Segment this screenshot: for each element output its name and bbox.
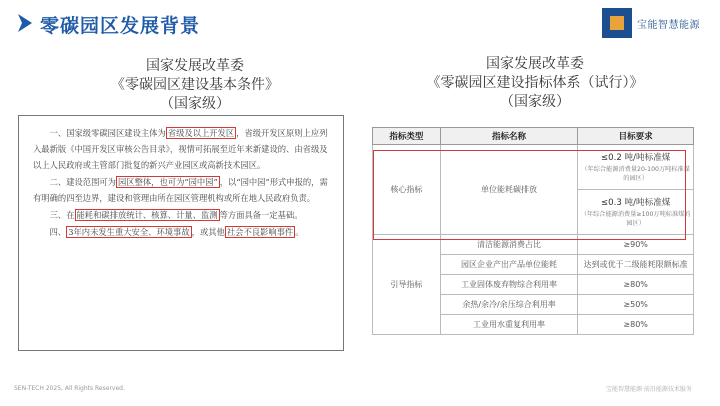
guide-indicator-type: 引导指标 [373, 235, 441, 335]
document-paragraph [33, 207, 333, 223]
company-logo-icon [602, 8, 632, 38]
right-caption-doc-title: 《零碳园区建设指标体系（试行）》 [426, 75, 644, 91]
core-target-note: （年综合能源消费量≥100万吨标准煤的园区） [580, 211, 691, 227]
guide-indicator-name: 园区企业产出产品单位能耗 [440, 255, 578, 275]
guide-target: ≥50% [578, 295, 694, 315]
table-row [373, 145, 694, 190]
document-body [33, 125, 333, 241]
core-indicator-name: 单位能耗碳排放 [440, 145, 578, 235]
paragraph-text: ，或其他 [191, 227, 225, 237]
left-caption-issuer: 国家发展改革委 [146, 58, 244, 74]
footer-tagline: 宝能智慧能源·前沿能源技术服务 [606, 386, 692, 393]
document-paragraph [33, 174, 333, 206]
company-logo-text: 宝能智慧能源 [637, 20, 700, 31]
paragraph-text: 三、在 [49, 210, 75, 220]
paragraph-text: ，以“园中园”形式申报的，需有明确的四至边界，建设和管理由所在园区管理机构或所在地人民政府负责。 [33, 177, 328, 203]
core-target-note: （年综合能源消费量20-100万吨标准煤的园区） [581, 166, 690, 182]
table-row [373, 235, 694, 255]
guide-target: ≥80% [578, 315, 694, 335]
basic-conditions-document [18, 115, 344, 351]
page-title: 零碳园区发展背景 [40, 15, 201, 37]
guide-target: ≥90% [578, 235, 694, 255]
highlighted-requirement: 能耗和碳排放统计、核算、计量、监测 [76, 210, 218, 220]
core-target-main: ≤0.2 吨/吨标准煤 [600, 153, 671, 163]
indicator-table-wrap [372, 127, 694, 345]
core-target-cell [578, 190, 694, 235]
header-indicator-name: 指标名称 [440, 128, 578, 145]
left-caption-level: （国家级） [160, 96, 230, 112]
paragraph-text: ，省级开发区原则上应列入最新版《中国开发区审核公告目录》，视情可拓展至近年来新建设的、由省级及以上人民政府或主管部门批复的新兴产业园区或高新技术园区。 [33, 128, 328, 170]
left-caption-doc-title: 《零碳园区建设基本条件》 [111, 77, 279, 93]
table-header-row [373, 128, 694, 145]
guide-indicator-name: 工业固体废弃物综合利用率 [440, 275, 578, 295]
guide-target: 达到或优于二级能耗限额标准 [578, 255, 694, 275]
right-caption [370, 55, 700, 112]
paragraph-text: 。 [295, 227, 304, 237]
core-indicator-type: 核心指标 [373, 145, 441, 235]
header-indicator-type: 指标类型 [373, 128, 441, 145]
guide-indicator-name: 余热/余冷/余压综合利用率 [440, 295, 578, 315]
chevron-right-icon [18, 14, 32, 32]
document-paragraph [33, 125, 333, 173]
right-caption-issuer: 国家发展改革委 [486, 56, 584, 72]
paragraph-text: 一、国家级零碳园区建设主体为 [49, 128, 166, 138]
copyright-footer: SEN-TECH 2025, All Rights Reserved. [14, 385, 125, 392]
paragraph-text: 二、建设范围可为 [49, 177, 116, 187]
indicator-table [372, 127, 694, 335]
paragraph-text: 四、 [49, 227, 67, 237]
paragraph-text: 等方面具备一定基础。 [219, 210, 303, 220]
highlighted-requirement: 省级及以上开发区 [167, 128, 235, 138]
highlighted-requirement: 社会不良影响事件 [226, 227, 294, 237]
guide-target: ≥80% [578, 275, 694, 295]
guide-indicator-name: 清洁能源消费占比 [440, 235, 578, 255]
right-caption-level: （国家级） [500, 94, 570, 110]
guide-indicator-name: 工业用水重复利用率 [440, 315, 578, 335]
highlighted-requirement: 园区整体，也可为“园中园” [117, 177, 218, 187]
highlighted-requirement: 3年内未发生重大安全、环境事故 [68, 227, 190, 237]
header-target-requirement: 目标要求 [578, 128, 694, 145]
core-target-main: ≤0.3 吨/吨标准煤 [600, 198, 671, 208]
left-caption [30, 57, 360, 114]
company-logo [602, 8, 710, 38]
core-target-cell [578, 145, 694, 190]
document-paragraph [33, 224, 333, 240]
